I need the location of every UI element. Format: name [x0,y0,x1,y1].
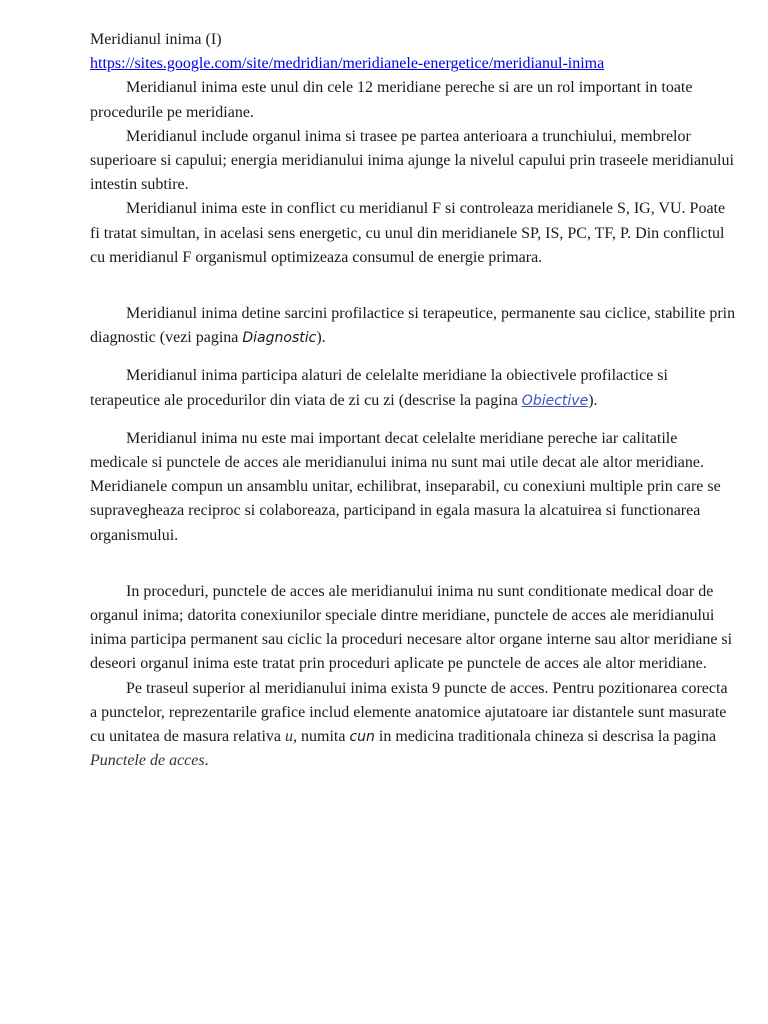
paragraph-8-end: . [204,752,209,770]
access-points-page-ref: Punctele de acces [90,752,205,770]
source-link-line [90,52,738,76]
paragraph-2: Meridianul include organul inima si trasee pe partea anterioara a trunchiului, membrelor superioare si capului; energia meridianului inima ajunge la nivelul capului prin traseele meridianului intestin subtire. [90,127,734,194]
paragraph-6: Meridianul inima nu este mai important decat celelalte meridiane pereche iar calitatile medicale si punctele de acces ale meridianului inima nu sunt mai utile decat ale altor meridiane. Meridianele compun un ansamblu unitar, echilibrat, inseparabil, cu conexiuni multiple prin care se supravegheaza reciproc si colaboreaza, participand in egala masura la alcatuirea si functionarea organismului. [90,429,721,544]
cun-term: cun [349,729,375,746]
paragraph-4 [90,302,738,350]
paragraph-5-text: Meridianul inima participa alaturi de celelalte meridiane la obiectivele profilactice si terapeutice ale procedurilor din viata de zi cu zi (descrise la pagina [90,367,668,409]
paragraph-7: In proceduri, punctele de acces ale meridianului inima nu sunt conditionate medical doar de organul inima; datorita conexiunilor speciale dintre meridiane, punctele de acces ale meridianului inima participa permanent sau ciclic la proceduri necesare altor organe interne sau altor meridiane si deseori organul inima este tratat prin proceduri aplicate pe punctele de acces ale altor meridiane. [90,582,733,673]
unit-symbol: u [285,728,294,746]
diagnostic-page-ref: Diagnostic [242,330,317,347]
source-link[interactable]: https://sites.google.com/site/medridian/meridianele-energetice/meridianul-inima [90,55,605,73]
paragraph-5 [90,364,738,412]
document-title: Meridianul inima (I) [90,31,222,48]
paragraph-8-mid: , numita [293,728,350,746]
paragraph-4-end: ). [316,329,326,347]
document-page [90,28,738,773]
paragraph-8-text: Pe traseul superior al meridianului inima exista 9 puncte de acces. Pentru pozitionarea corecta a punctelor, reprezentarile grafice includ elemente anatomice ajutatoare iar distantele sunt masurate cu unitatea de masura relativa [90,679,728,746]
objective-page-link[interactable]: Obiective [521,392,589,409]
paragraph-4-text: Meridianul inima detine sarcini profilactice si terapeutice, permanente sau ciclice, stabilite prin diagnostic (vezi pagina [90,305,736,347]
paragraph-8-mid2: in medicina traditionala chineza si descrisa la pagina [374,728,717,746]
paragraph-3: Meridianul inima este in conflict cu meridianul F si controleaza meridianele S, IG, VU. Poate fi tratat simultan, in acelasi sens energetic, cu unul din meridianele SP, IS, PC, TF, P. Din conflictul cu meridianul F organismul optimizeaza consumul de energie primara. [90,200,726,266]
paragraph-8 [90,677,738,774]
paragraph-5-end: ). [588,391,598,409]
paragraph-1: Meridianul inima este unul din cele 12 meridiane pereche si are un rol important in toate procedurile pe meridiane. [90,79,693,121]
